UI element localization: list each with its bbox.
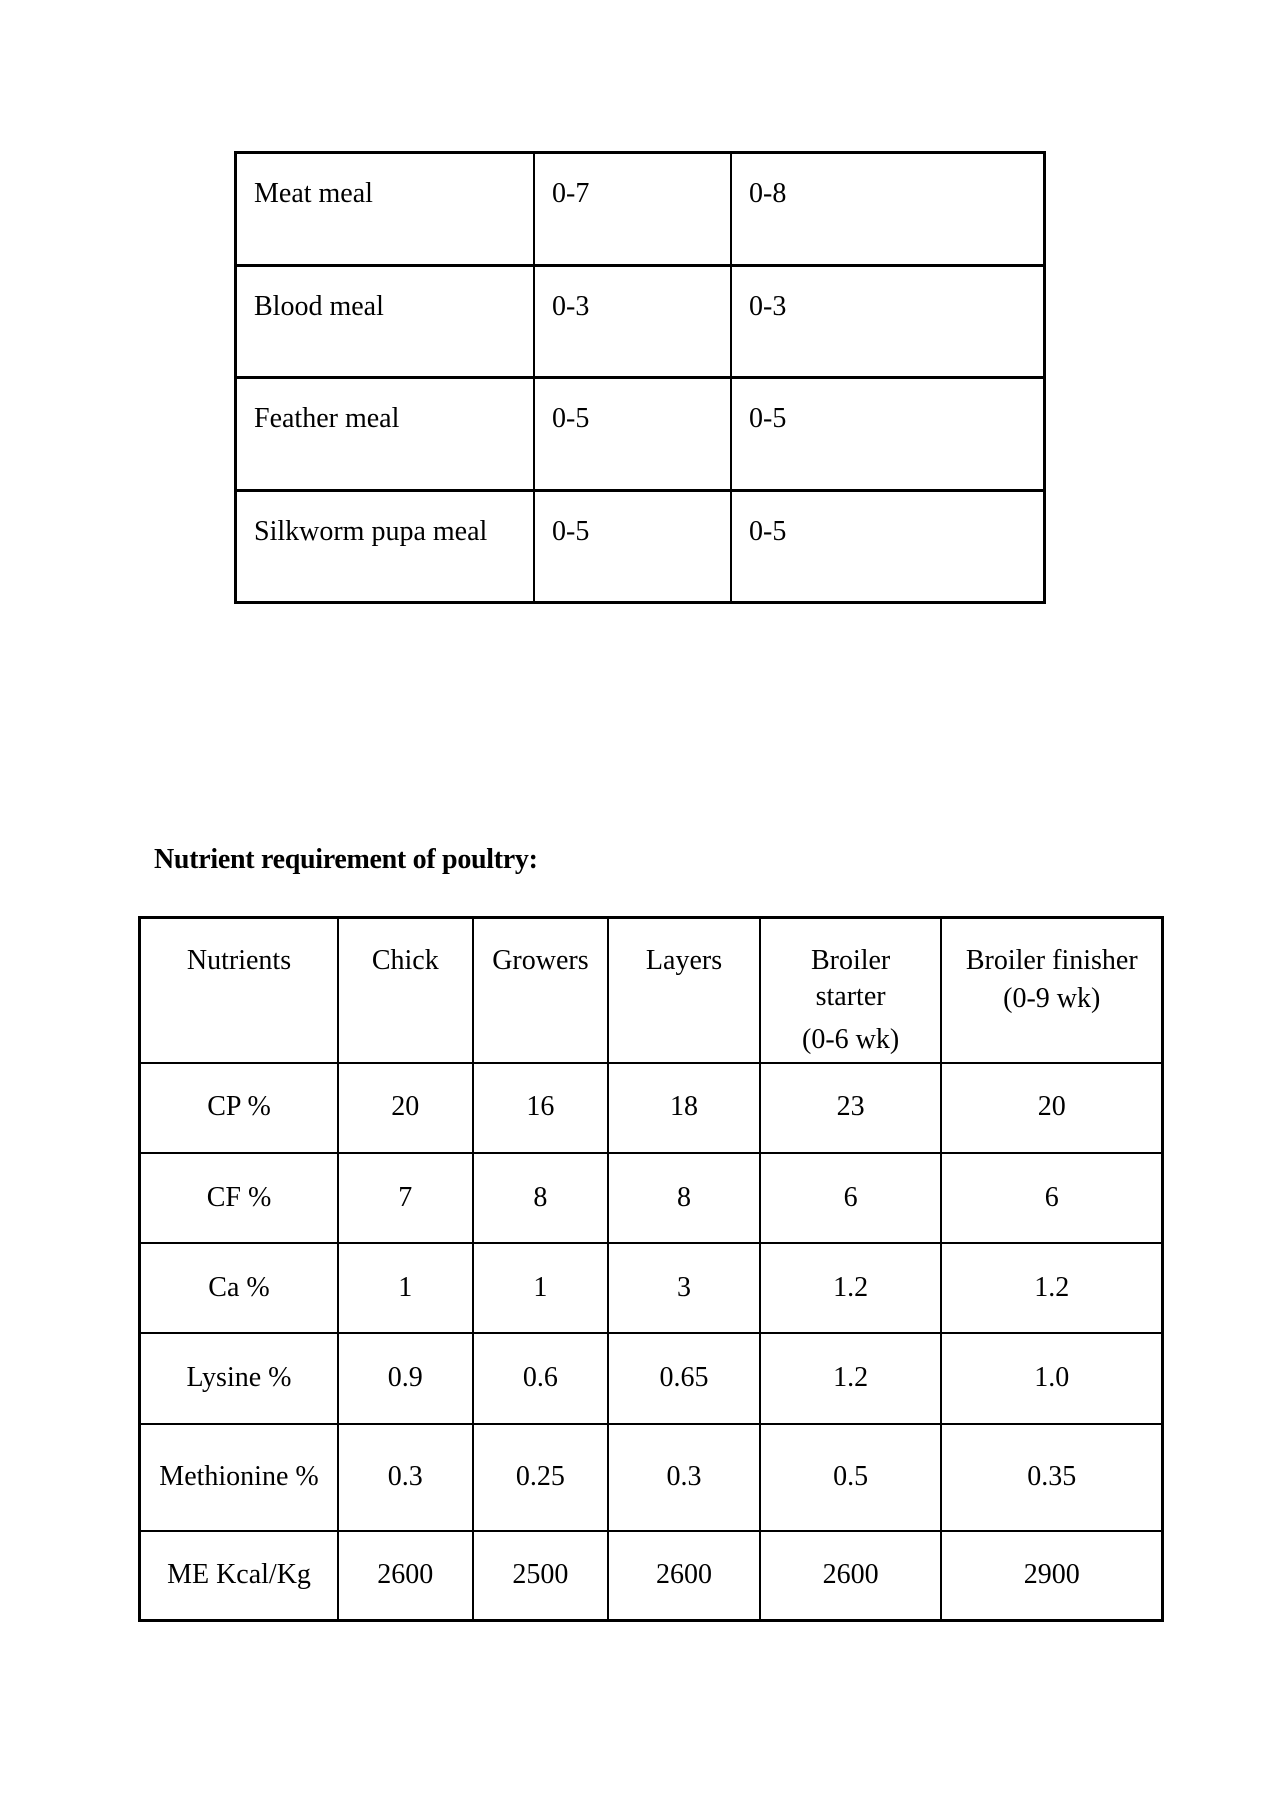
- table-cell: 2600: [338, 1531, 473, 1620]
- table-cell: 0-7: [534, 153, 731, 266]
- table-cell: 2500: [473, 1531, 609, 1620]
- table-cell: 0-5: [534, 378, 731, 491]
- table-cell: 1.0: [941, 1333, 1162, 1423]
- table-cell: Meat meal: [236, 153, 535, 266]
- table-cell: Feather meal: [236, 378, 535, 491]
- table-cell: Lysine %: [140, 1333, 339, 1423]
- table-cell: 0.3: [608, 1424, 759, 1532]
- table-cell: 0.3: [338, 1424, 473, 1532]
- column-header: [760, 918, 942, 1063]
- table-cell: 3: [608, 1243, 759, 1333]
- table-row: [236, 153, 1045, 266]
- table-cell: 2600: [608, 1531, 759, 1620]
- table-row: [140, 1333, 1163, 1423]
- table-row: [140, 1063, 1163, 1153]
- table-cell: CF %: [140, 1153, 339, 1243]
- table-cell: 0-5: [731, 490, 1045, 603]
- table-cell: 1.2: [760, 1243, 942, 1333]
- table-cell: 1: [338, 1243, 473, 1333]
- table-row: [236, 265, 1045, 378]
- column-header: Layers: [608, 918, 759, 1063]
- table-cell: 1.2: [941, 1243, 1162, 1333]
- table-row: [140, 1424, 1163, 1532]
- column-header: Growers: [473, 918, 609, 1063]
- table-cell: 0.65: [608, 1333, 759, 1423]
- table-cell: CP %: [140, 1063, 339, 1153]
- table-cell: 23: [760, 1063, 942, 1153]
- table-cell: 0-5: [534, 490, 731, 603]
- table-cell: 0-5: [731, 378, 1045, 491]
- table-cell: 0-8: [731, 153, 1045, 266]
- table-cell: 2600: [760, 1531, 942, 1620]
- section-heading: Nutrient requirement of poultry:: [154, 844, 538, 875]
- table-cell: Blood meal: [236, 265, 535, 378]
- table-row: [140, 1243, 1163, 1333]
- table-cell: Ca %: [140, 1243, 339, 1333]
- table-cell: 0-3: [731, 265, 1045, 378]
- table-row: [140, 1153, 1163, 1243]
- table-cell: 1: [473, 1243, 609, 1333]
- ingredient-table: [234, 151, 1046, 604]
- table-cell: 0.35: [941, 1424, 1162, 1532]
- table-cell: Silkworm pupa meal: [236, 490, 535, 603]
- table-cell: 8: [473, 1153, 609, 1243]
- table-cell: 20: [941, 1063, 1162, 1153]
- table-row: [236, 378, 1045, 491]
- nutrient-table: [138, 916, 1164, 1622]
- table-cell: 7: [338, 1153, 473, 1243]
- table-cell: 20: [338, 1063, 473, 1153]
- table-cell: 0.25: [473, 1424, 609, 1532]
- table-cell: ME Kcal/Kg: [140, 1531, 339, 1620]
- column-header-label: Broiler finisher: [965, 945, 1138, 976]
- table-cell: 0.9: [338, 1333, 473, 1423]
- table-cell: 0.6: [473, 1333, 609, 1423]
- column-header: Chick: [338, 918, 473, 1063]
- table-cell: Methionine %: [140, 1424, 339, 1532]
- column-header: [941, 918, 1162, 1063]
- table-row: [140, 1531, 1163, 1620]
- table-cell: 1.2: [760, 1333, 942, 1423]
- column-header-label: Broiler starter: [810, 945, 891, 1013]
- column-header-sublabel: (0-9 wk): [1003, 983, 1101, 1015]
- table-header-row: [140, 918, 1163, 1063]
- table-cell: 0.5: [760, 1424, 942, 1532]
- table-cell: 6: [760, 1153, 942, 1243]
- table-cell: 16: [473, 1063, 609, 1153]
- table-cell: 18: [608, 1063, 759, 1153]
- table-cell: 6: [941, 1153, 1162, 1243]
- table-cell: 8: [608, 1153, 759, 1243]
- table-cell: 2900: [941, 1531, 1162, 1620]
- column-header: Nutrients: [140, 918, 339, 1063]
- table-row: [236, 490, 1045, 603]
- column-header-sublabel: (0-6 wk): [802, 1023, 900, 1055]
- table-cell: 0-3: [534, 265, 731, 378]
